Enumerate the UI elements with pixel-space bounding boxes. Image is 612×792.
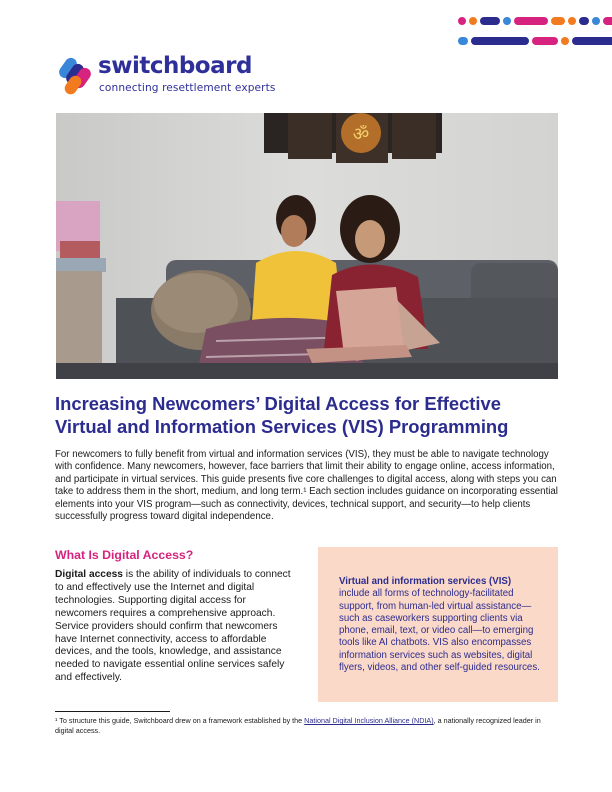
vis-callout-body: include all forms of technology-facilitated support, from human-led virtual assistance—such as caseworkers supporting clients via phone, email, text, or video call—to emerging tools like AI chatbots. VIS also encompasses information services such as websites, digital flyers, videos, and other self-guided resources. <box>339 588 540 674</box>
vis-callout-text <box>339 576 544 674</box>
dash-row-top <box>458 17 612 25</box>
decorative-dash-bars <box>458 14 612 50</box>
ndia-link[interactable]: National Digital Inclusion Alliance (NDIA) <box>304 716 434 725</box>
page-title-line-1: Increasing Newcomers’ Digital Access for Effective <box>55 393 501 414</box>
digital-access-body: is the ability of individuals to connect to and effectively use the Internet and digital technologies. Supporting digital access for newcomers requires a comprehensive approach. Service providers should confirm that newcomers have Internet connectivity, access to affordable devices, and the tools, knowledge, and assistance needed to navigate essential online services safely and effectively. <box>55 569 291 684</box>
brand-tagline: connecting resettlement experts <box>99 82 276 94</box>
vis-callout-term: Virtual and information services (VIS) <box>339 576 512 587</box>
footnote <box>55 716 560 736</box>
page-title-line-2: Virtual and Information Services (VIS) Programming <box>55 416 509 437</box>
switchboard-logo <box>56 55 286 99</box>
photo-two-women-laptop-icon <box>56 113 558 379</box>
switchboard-logo-icon <box>56 55 92 97</box>
brand-name: switchboard <box>98 53 252 79</box>
hero-photo <box>56 113 558 379</box>
page-title <box>55 392 575 438</box>
footnote-prefix: ¹ To structure this guide, Switchboard drew on a framework established by the <box>55 716 305 725</box>
digital-access-term: Digital access <box>55 569 123 580</box>
vis-callout-box <box>318 547 558 702</box>
digital-access-definition <box>55 569 295 685</box>
intro-paragraph: For newcomers to fully benefit from virtual and information services (VIS), they must be able to navigate technology with confidence. Many newcomers, however, face barriers that limit their ability to engage online, access information, and participate in virtual services. This guide presents five core challenges to digital access, along with steps you can take to address them in the short, medium, and long term.¹ Each section includes guidance on incorporating essential elements into your VIS program—such as connectivity, devices, technical support, and security—to help clients successfully progress toward digital independence. <box>55 449 558 523</box>
footnote-suffix: , a nationally recognized leader in digital access. <box>55 716 541 736</box>
footnote-divider <box>55 711 170 712</box>
section-title: What Is Digital Access? <box>55 548 194 562</box>
svg-text:ॐ: ॐ <box>352 124 370 145</box>
dash-row-bottom <box>458 37 612 45</box>
